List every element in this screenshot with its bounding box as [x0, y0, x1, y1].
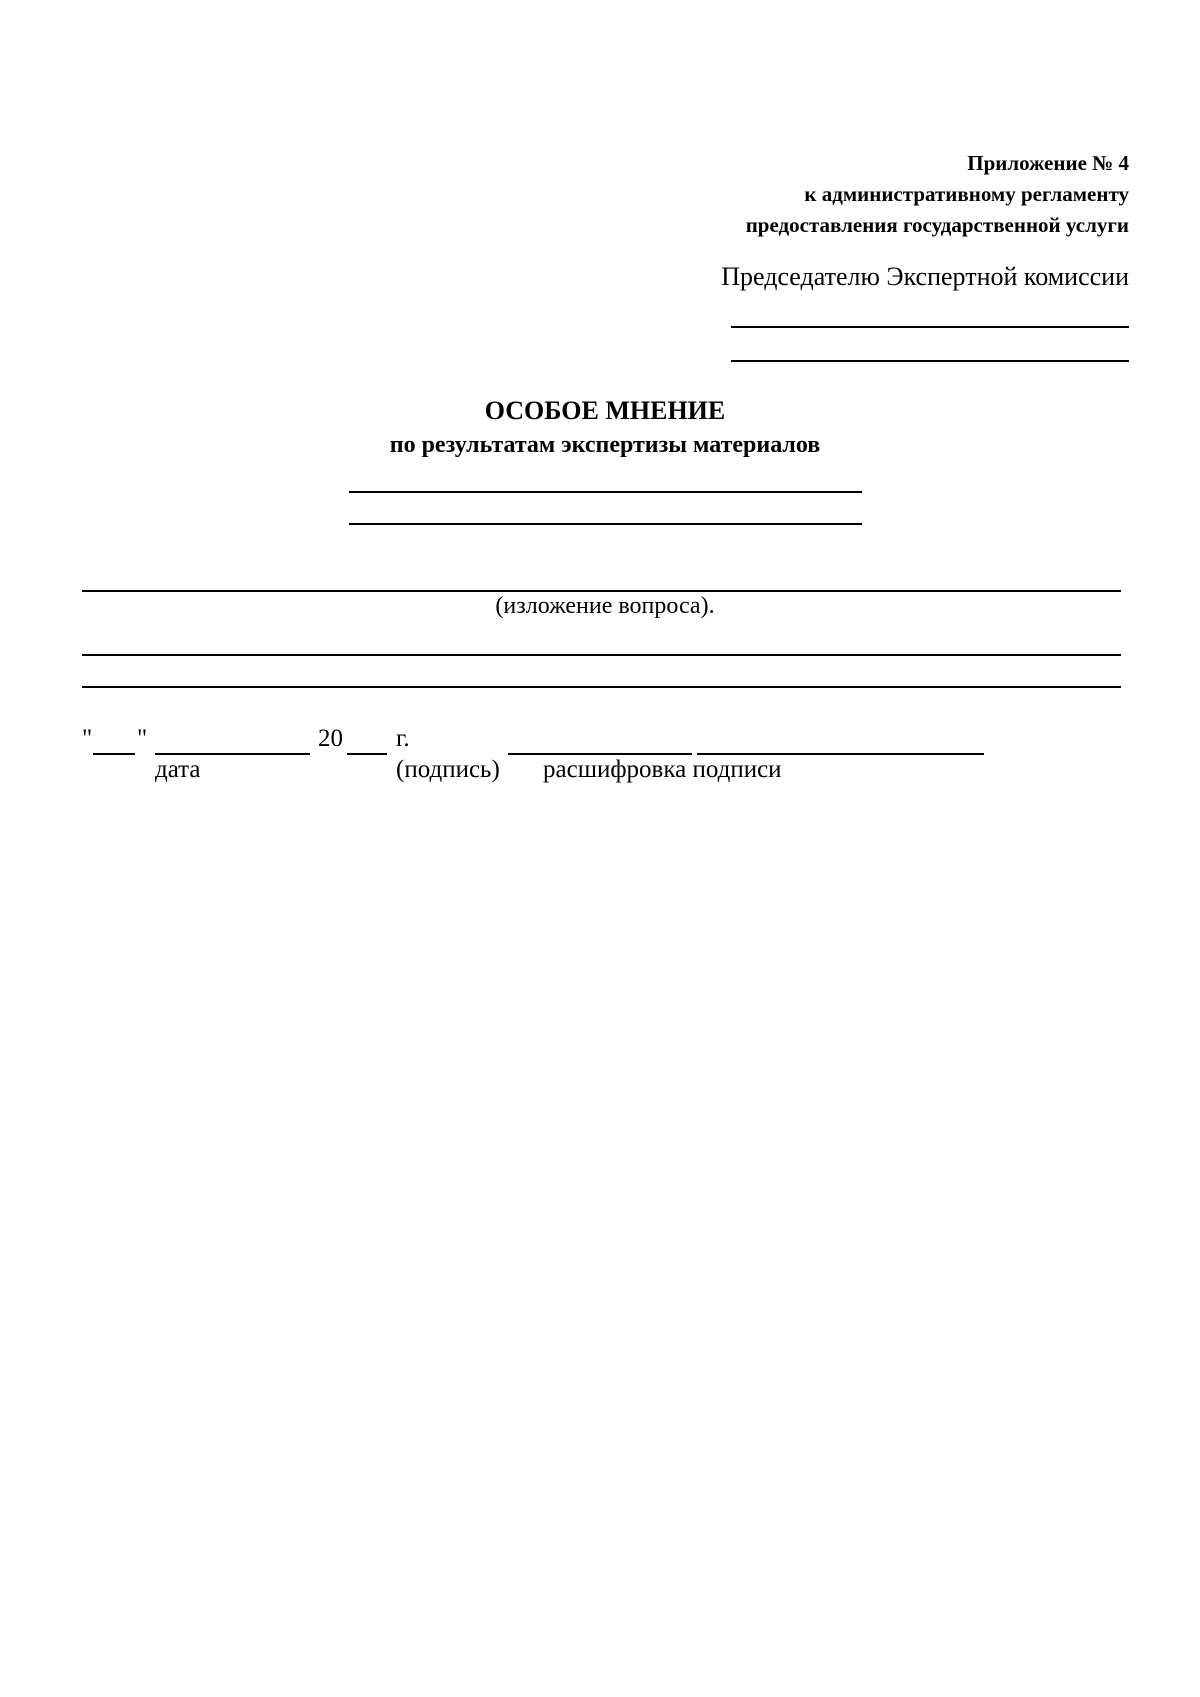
date-caption: дата	[155, 756, 201, 783]
year-blank	[347, 753, 387, 755]
day-blank	[93, 753, 135, 755]
document-subtitle: по результатам экспертизы материалов	[389, 432, 821, 458]
signature-decoding-caption: расшифровка подписи	[543, 756, 782, 783]
year-suffix: г.	[396, 725, 410, 752]
signature-blank	[508, 753, 692, 755]
date-quote-close: "	[137, 725, 148, 752]
subject-blank-2	[349, 523, 862, 525]
appendix-header	[746, 148, 1129, 241]
signature-decoding-blank	[697, 753, 984, 755]
addressee-line: Председателю Экспертной комиссии	[721, 262, 1129, 291]
question-blank-2	[82, 654, 1121, 656]
appendix-line-2: к административному регламенту	[804, 182, 1129, 206]
subject-blank-1	[349, 491, 862, 493]
signature-caption: (подпись)	[396, 756, 500, 783]
year-prefix: 20	[318, 725, 343, 752]
question-caption: (изложение вопроса).	[495, 593, 715, 619]
document-title: ОСОБОЕ МНЕНИЕ	[484, 396, 726, 425]
addressee-blank-2	[731, 360, 1129, 362]
addressee-blank-1	[731, 326, 1129, 328]
month-blank	[155, 753, 310, 755]
appendix-line-3: предоставления государственной услуги	[745, 213, 1129, 237]
question-blank-3	[82, 686, 1121, 688]
question-blank-1	[82, 590, 1121, 592]
date-quote-open: "	[82, 725, 93, 752]
appendix-line-1: Приложение № 4	[967, 151, 1129, 175]
